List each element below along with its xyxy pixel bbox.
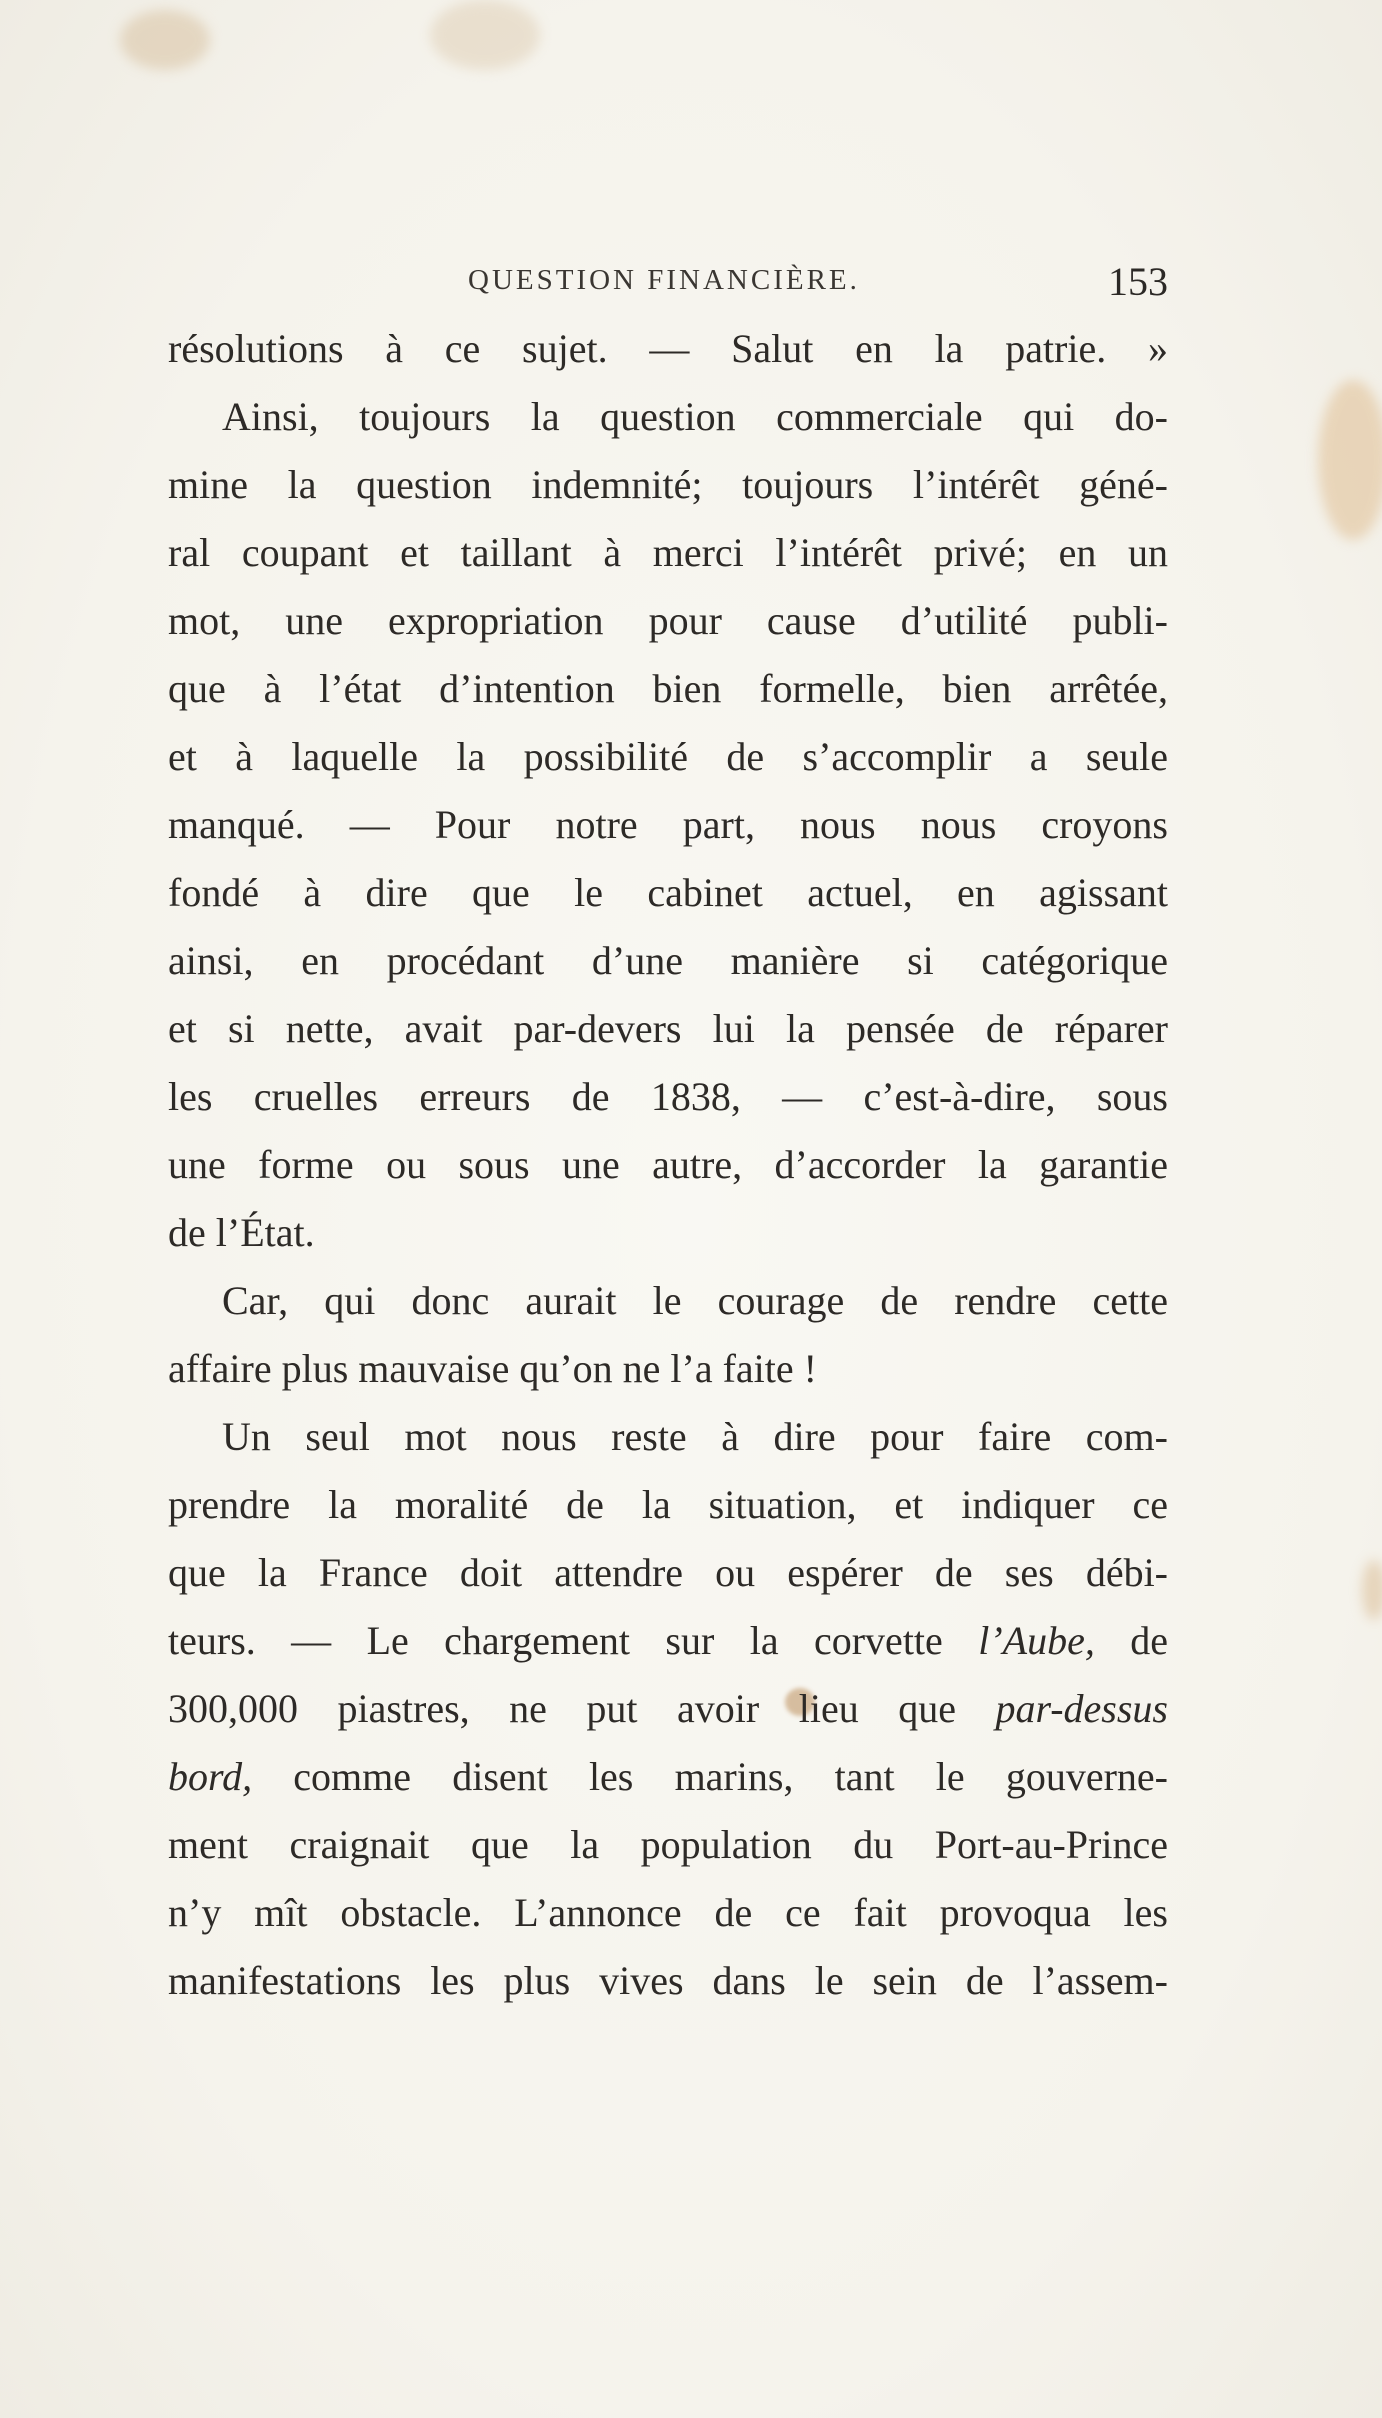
text-line: mot, une expropriation pour cause d’utilité publi-: [168, 598, 1168, 643]
text-line: Ainsi, toujours la question commerciale qui do-: [222, 394, 1168, 439]
text-line: manqué. — Pour notre part, nous nous croyons: [168, 802, 1168, 847]
text-line: que la France doit attendre ou espérer de ses débi-: [168, 1550, 1168, 1595]
text-line: et si nette, avait par-devers lui la pensée de réparer: [168, 1006, 1168, 1051]
text-line: prendre la moralité de la situation, et indiquer ce: [168, 1482, 1168, 1527]
text-line: et à laquelle la possibilité de s’accomplir a seule: [168, 734, 1168, 779]
text-segment: de: [1094, 1618, 1168, 1663]
italic-phrase: par-dessus: [995, 1686, 1168, 1731]
text-segment: comme disent les marins, tant le gouverne-: [252, 1754, 1168, 1799]
paper-stain: [1362, 1560, 1382, 1620]
paper-stain: [120, 10, 210, 70]
running-title: QUESTION FINANCIÈRE.: [468, 264, 860, 296]
italic-ship-name: l’Aube,: [978, 1618, 1095, 1663]
text-line: Car, qui donc aurait le courage de rendre cette: [222, 1278, 1168, 1323]
text-line: mine la question indemnité; toujours l’intérêt géné-: [168, 462, 1168, 507]
text-line: ral coupant et taillant à merci l’intérêt privé; en un: [168, 530, 1168, 575]
text-line: de l’État.: [168, 1210, 315, 1255]
italic-phrase: bord,: [168, 1754, 253, 1799]
paper-stain: [1318, 380, 1382, 540]
body-text: [168, 315, 1168, 2015]
page-number: 153: [1108, 259, 1168, 304]
text-line: résolutions à ce sujet. — Salut en la patrie. »: [168, 326, 1168, 371]
text-line: fondé à dire que le cabinet actuel, en agissant: [168, 870, 1168, 915]
text-line-mixed: [168, 1607, 1168, 1675]
text-line: ainsi, en procédant d’une manière si catégorique: [168, 938, 1168, 983]
text-line-mixed: [168, 1675, 1168, 1743]
text-line: une forme ou sous une autre, d’accorder la garantie: [168, 1142, 1168, 1187]
text-segment: teurs. — Le chargement sur la corvette: [168, 1618, 979, 1663]
text-line-mixed: [168, 1743, 1168, 1811]
text-line: ment craignait que la population du Port-au-Prince: [168, 1822, 1168, 1867]
text-line: Un seul mot nous reste à dire pour faire com-: [222, 1414, 1168, 1459]
text-segment: 300,000 piastres, ne put avoir lieu que: [168, 1686, 996, 1731]
text-line: affaire plus mauvaise qu’on ne l’a faite !: [168, 1346, 817, 1391]
text-line: n’y mît obstacle. L’annonce de ce fait provoqua les: [168, 1890, 1168, 1935]
page-header: [168, 258, 1168, 304]
paper-stain: [430, 0, 540, 70]
text-line: manifestations les plus vives dans le sein de l’assem-: [168, 1958, 1168, 2003]
text-line: les cruelles erreurs de 1838, — c’est-à-dire, sous: [168, 1074, 1168, 1119]
text-line: que à l’état d’intention bien formelle, bien arrêtée,: [168, 666, 1168, 711]
